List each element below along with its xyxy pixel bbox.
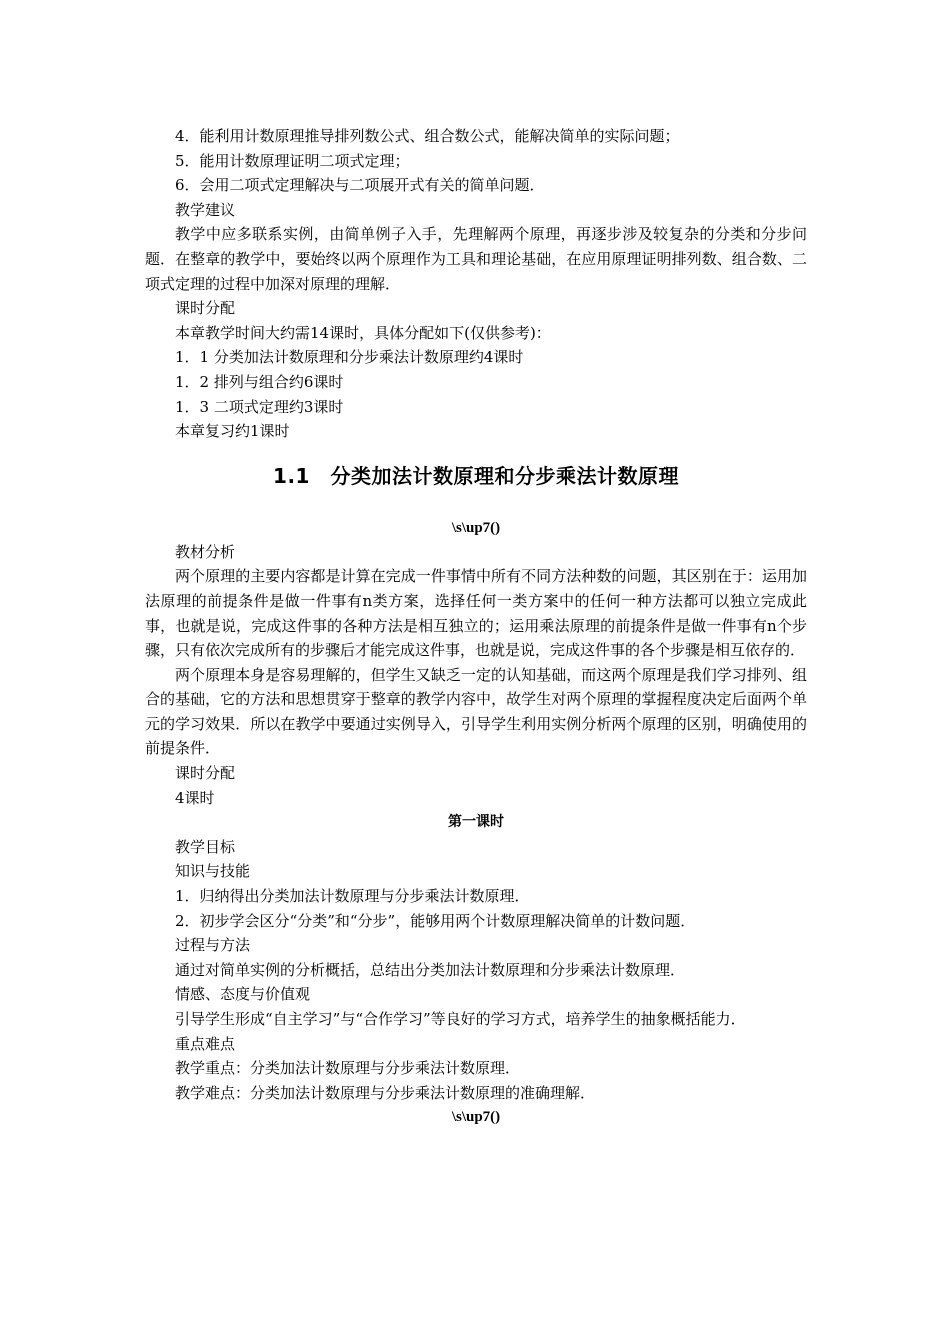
attitude-heading: 情感、态度与价值观 [175,985,311,1004]
section-title: 1.1 分类加法计数原理和分步乘法计数原理 [273,463,679,488]
teaching-advice-body: 教学中应多联系实例，由简单例子入手，先理解两个原理，再逐步涉及较复杂的分类和分步问题．在整章的教学中，要始终以两个原理作为工具和理论基础，在应用原理证明排列数、组合数、二项式定理的过程中加深对原理的理解． [145,225,807,293]
lesson-title: 第一课时 [448,814,504,831]
knowledge-item-2: 2．初步学会区分“分类”和“分步”，能够用两个计数原理解决简单的计数问题． [175,911,696,930]
hours-intro: 本章教学时间大约需14课时，具体分配如下(仅供参考)： [175,323,551,342]
key-points-heading: 重点难点 [175,1034,236,1053]
goals-heading: 教学目标 [175,837,236,856]
process-heading: 过程与方法 [175,936,251,955]
knowledge-heading: 知识与技能 [175,862,251,881]
objective-item-5: 5．能用计数原理证明二项式定理； [175,151,410,170]
document-page [145,124,807,1129]
key-point-difficulty: 教学难点：分类加法计数原理与分步乘法计数原理的准确理解． [175,1083,596,1102]
key-point-focus: 教学重点：分类加法计数原理与分步乘法计数原理． [175,1059,521,1078]
hours-item: 1．1 分类加法计数原理和分步乘法计数原理约4课时 [175,348,524,367]
section-hours-value: 4课时 [175,788,215,807]
hours-item: 1．2 排列与组合约6课时 [175,372,344,391]
hours-heading: 课时分配 [175,299,236,318]
knowledge-item-1: 1．归纳得出分类加法计数原理与分步乘法计数原理． [175,887,530,906]
material-heading: 教材分析 [175,542,236,561]
teaching-advice-heading: 教学建议 [175,200,236,219]
hours-item: 1．3 二项式定理约3课时 [175,397,344,416]
section-hours-heading: 课时分配 [175,764,236,783]
field-code-mark: \s\up7() [451,1109,501,1126]
hours-item: 本章复习约1课时 [175,422,290,441]
field-code-mark: \s\up7() [451,519,501,536]
material-paragraph-2: 两个原理本身是容易理解的，但学生又缺乏一定的认知基础，而这两个原理是我们学习排列、组合的基础，它的方法和思想贯穿于整章的教学内容中，故学生对两个原理的掌握程度决定后面两个单元的学习效果．所以在教学中要通过实例导入，引导学生利用实例分析两个原理的区别，明确使用的前提条件． [145,665,807,758]
objective-item-6: 6．会用二项式定理解决与二项展开式有关的简单问题． [175,176,545,195]
attitude-body: 引导学生形成“自主学习”与“合作学习”等良好的学习方式，培养学生的抽象概括能力． [175,1010,746,1028]
material-paragraph-1: 两个原理的主要内容都是计算在完成一件事情中所有不同方法种数的问题，其区别在于：运用加法原理的前提条件是做一件事有n类方案，选择任何一类方案中的任何一种方法都可以独立完成此事，也就是说，完成这件事的各种方法是相互独立的；运用乘法原理的前提条件是做一件事有n个步骤，只有依次完成所有的步骤后才能完成这件事，也就是说，完成这件事的各个步骤是相互依存的． [145,567,807,660]
objective-item-4: 4．能利用计数原理推导排列数公式、组合数公式，能解决简单的实际问题； [175,127,680,145]
process-body: 通过对简单实例的分析概括，总结出分类加法计数原理和分步乘法计数原理． [175,960,686,979]
